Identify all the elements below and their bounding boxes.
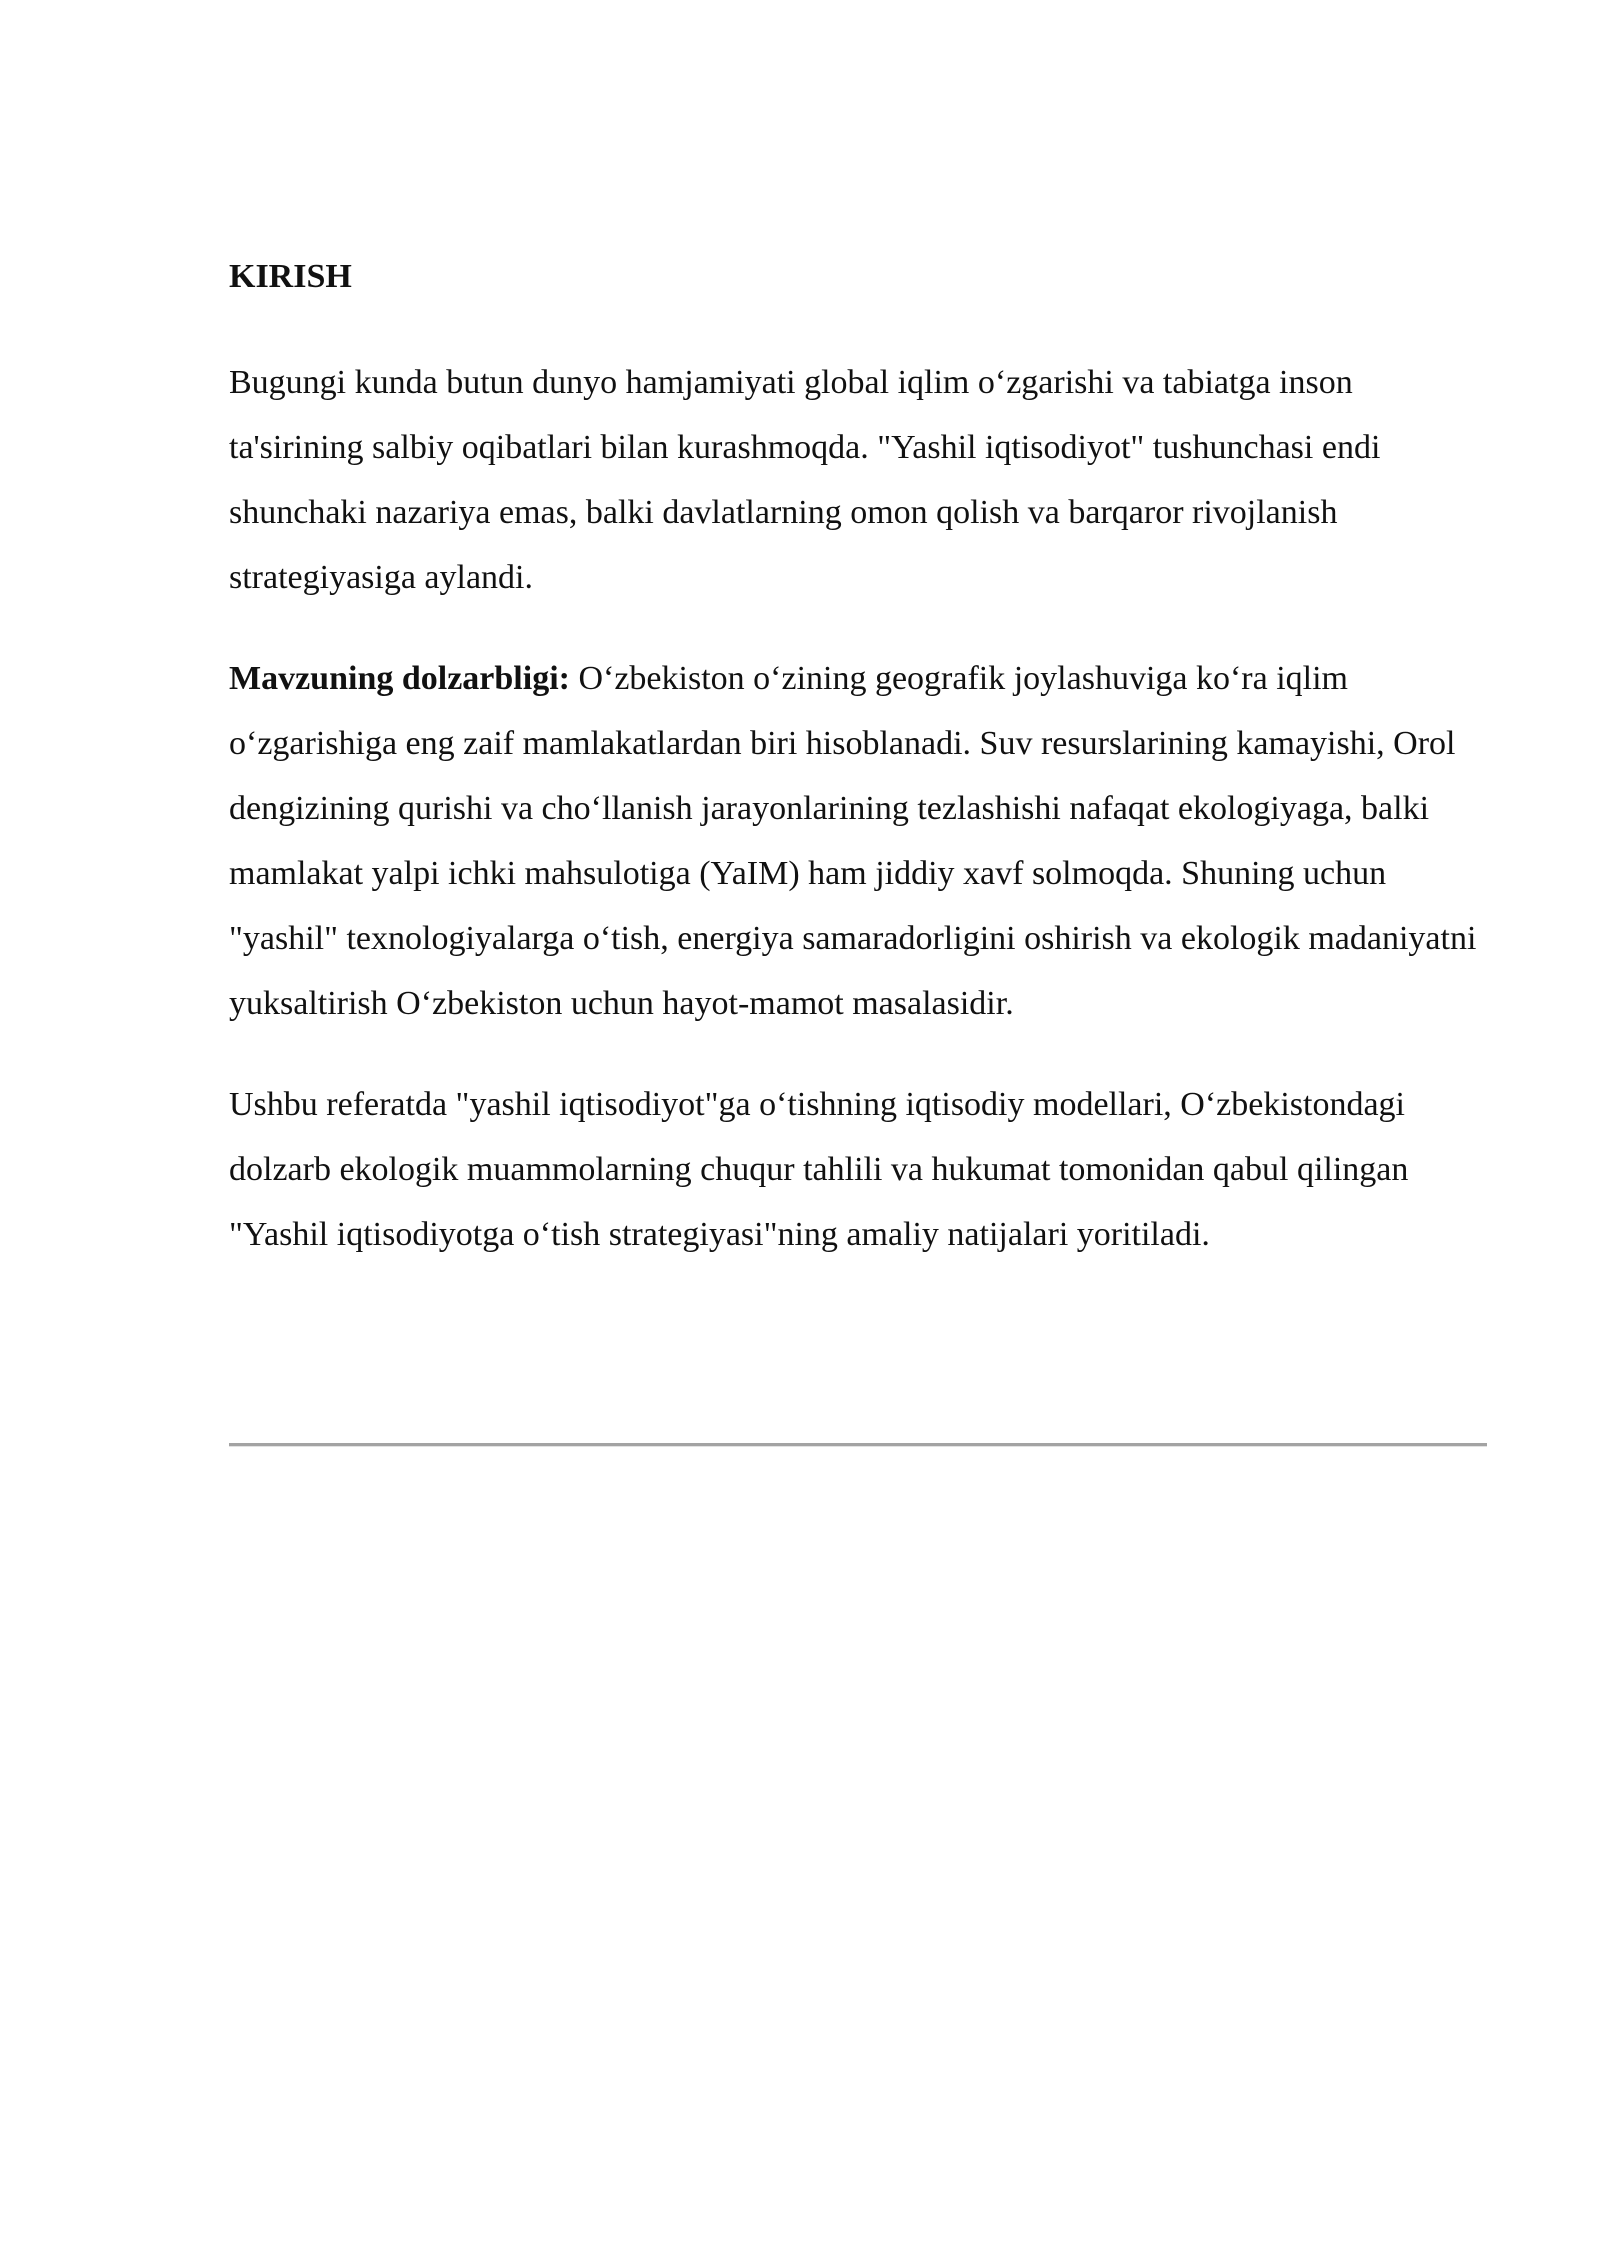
document-content [229,250,1489,1303]
intro-paragraph [229,350,1489,610]
intro-paragraph-text: Bugungi kunda butun dunyo hamjamiyati global iqlim o‘zgarishi va tabiatga inson ta'sirining salbiy oqibatlari bilan kurashmoqda. "Yashil iqtisodiyot" tushunchasi endi shunchaki nazariya emas, balki davlatlarning omon qolish va barqaror rivojlanish strategiyasiga aylandi. [229,364,1381,596]
section-heading: KIRISH [229,258,352,295]
scope-paragraph-text: Ushbu referatda "yashil iqtisodiyot"ga o‘tishning iqtisodiy modellari, O‘zbekistondagi dolzarb ekologik muammolarning chuqur tahlili va hukumat tomonidan qabul qilingan "Yashil iqtisodiyotga o‘tish strategiyasi"ning amaliy natijalari yoritiladi. [229,1086,1409,1253]
relevance-paragraph-text: O‘zbekiston o‘zining geografik joylashuviga ko‘ra iqlim o‘zgarishiga eng zaif mamlakatlardan biri hisoblanadi. Suv resurslarining kamayishi, Orol dengizining qurishi va cho‘llanish jarayonlarining tezlashishi nafaqat ekologiyaga, balki mamlakat yalpi ichki mahsulotiga (YaIM) ham jiddiy xavf solmoqda. Shuning uchun "yashil" texnologiyalarga o‘tish, energiya samaradorligini oshirish va ekologik madaniyatni yuksaltirish O‘zbekiston uchun hayot-mamot masalasidir. [229,660,1477,1022]
relevance-label: Mavzuning dolzarbligi: [229,660,570,697]
relevance-paragraph [229,646,1489,1036]
scope-paragraph [229,1072,1489,1267]
horizontal-divider [229,1443,1487,1447]
